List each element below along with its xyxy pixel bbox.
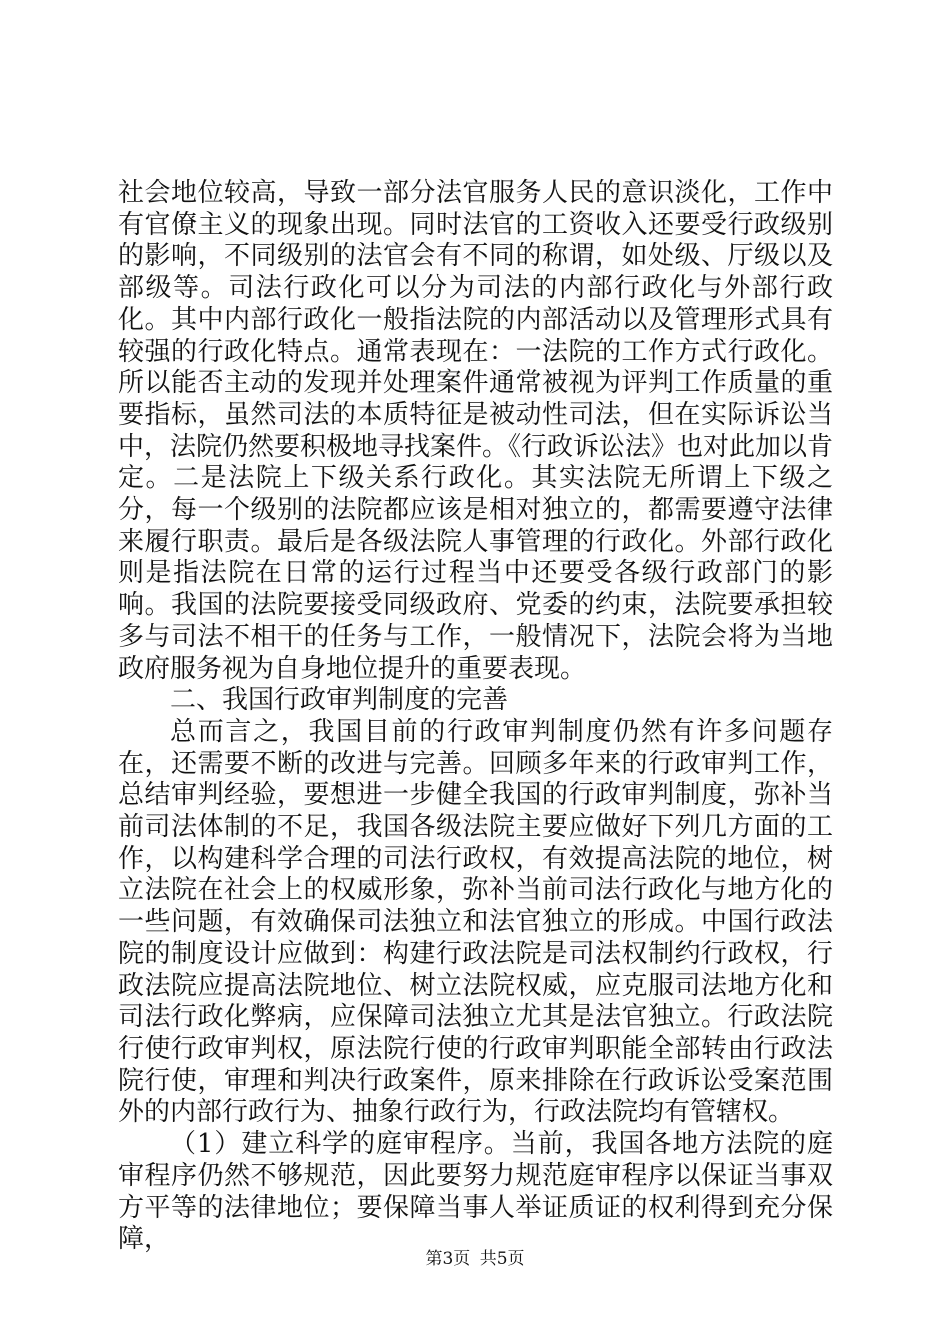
paragraph-summary: 总而言之，我国目前的行政审判制度仍然有许多问题存在，还需要不断的改进与完善。回顾多年来的行政审判工作，总结审判经验，要想进一步健全我国的行政审判制度，弥补当前司法体制的不足，我国各级法院主要应做好下列几方面的工作，以构建科学合理的司法行政权，有效提高法院的地位，树立法院在社会上的权威形象，弥补当前司法行政化与地方化的一些问题，有效确保司法独立和法官独立的形成。中国行政法院的制度设计应做到：构建行政法院是司法权制约行政权，行政法院应提高法院地位、树立法院权威，应克服司法地方化和司法行政化弊病，应保障司法独立尤其是法官独立。行政法院行使行政审判权，原法院行使的行政审判职能全部转由行政法院行使，审理和判决行政案件，原来排除在行政诉讼受案范围外的内部行政行为、抽象行政行为，行政法院均有管辖权。 — [118, 716, 833, 1128]
section-heading-improvement: 二、我国行政审判制度的完善 — [170, 685, 509, 716]
body-text — [118, 178, 833, 1256]
paragraph-judicial-administration: 社会地位较高，导致一部分法官服务人民的意识淡化，工作中有官僚主义的现象出现。同时法官的工资收入还要受行政级别的影响，不同级别的法官会有不同的称谓，如处级、厅级以及部级等。司法行政化可以分为司法的内部行政化与外部行政化。其中内部行政化一般指法院的内部活动以及管理形式具有较强的行政化特点。通常表现在：一法院的工作方式行政化。所以能否主动的发现并处理案件通常被视为评判工作质量的重要指标，虽然司法的本质特征是被动性司法，但在实际诉讼当中，法院仍然要积极地寻找案件。《行政诉讼法》也对此加以肯定。二是法院上下级关系行政化。其实法院无所谓上下级之分，每一个级别的法院都应该是相对独立的，都需要遵守法律来履行职责。最后是各级法院人事管理的行政化。外部行政化则是指法院在日常的运行过程当中还要受各级行政部门的影响。我国的法院要接受同级政府、党委的约束，法院要承担较多与司法不相干的任务与工作，一般情况下，法院会将为当地政府服务视为自身地位提升的重要表现。 — [118, 178, 834, 684]
paragraph-trial-procedure: （1）建立科学的庭审程序。当前，我国各地方法院的庭审程序仍然不够规范，因此要努力规范庭审程序以保证当事双方平等的法律地位；要保障当事人举证质证的权利得到充分保障， — [118, 1129, 833, 1255]
page-number-footer: 第3页 共5页 — [425, 1249, 525, 1269]
